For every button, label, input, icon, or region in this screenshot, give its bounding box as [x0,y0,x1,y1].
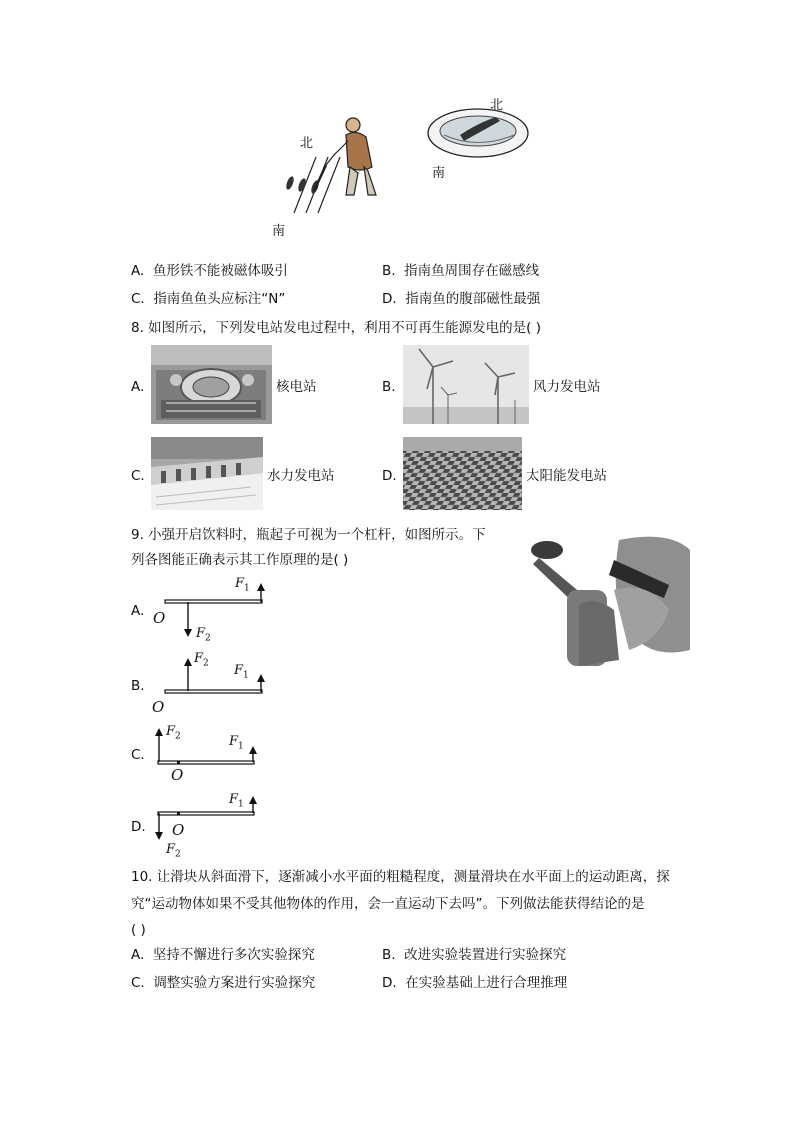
q9-option-d-letter[interactable]: D. [131,819,146,835]
q9-option-c-lever-diagram [150,722,280,792]
q10-option-a-letter: A. [131,947,145,963]
q9-option-d-lever-diagram [150,792,280,862]
q9-c-o-label: O [171,766,184,784]
fig-south-left-label: 南 [272,224,286,239]
q9-a-o-label: O [153,609,166,627]
q8-option-b-text: 风力发电站 [533,379,601,395]
q8-option-c-text: 水力发电站 [267,468,335,484]
q9-option-b-lever-diagram [150,650,280,720]
q9-b-f2-label: $F_2$ [194,651,209,669]
wind-turbines-photo [403,345,529,424]
q10-stem-line2: 究“运动物体如果不受其他物体的作用，会一直运动下去吗”。下列做法能获得结论的是 [131,896,645,912]
q9-option-a-letter[interactable]: A. [131,603,145,619]
q9-stem-line1: 9. 小强开启饮料时，瓶起子可视为一个杠杆，如图所示。下 [131,527,486,543]
q7-option-a[interactable] [131,261,288,281]
q9-d-f1-label: $F_1$ [229,792,244,810]
q10-stem-line1: 10. 让滑块从斜面滑下，逐渐减小水平面的粗糙程度，测量滑块在水平面上的运动距离，探 [131,869,670,885]
solar-mirrors-photo [403,437,522,510]
q8-option-c-letter[interactable]: C. [131,468,145,484]
q8-option-b-letter[interactable]: B. [382,379,396,395]
q9-c-f1-label: $F_1$ [229,734,244,752]
q10-option-b[interactable] [382,945,566,965]
q8-option-d-text: 太阳能发电站 [526,468,607,484]
fig-south-right-label: 南 [432,166,446,181]
q9-a-f2-label: $F_2$ [196,626,211,644]
nuclear-plant-photo [151,345,272,424]
q10-option-a[interactable] [131,945,315,965]
q10-option-d-letter: D. [382,975,397,991]
q10-option-b-text: 改进实验装置进行实验探究 [404,947,567,963]
q7-option-c-text: 指南鱼鱼头应标注“N” [153,291,286,307]
q10-option-d-text: 在实验基础上进行合理推理 [405,975,568,991]
q7-option-a-letter: A. [131,263,145,279]
q9-b-f1-label: $F_1$ [234,663,249,681]
hydro-dam-photo [151,437,263,510]
q10-option-c-text: 调整实验方案进行实验探究 [153,975,316,991]
q7-option-b-text: 指南鱼周围存在磁感线 [404,263,540,279]
q7-option-c[interactable] [131,289,285,309]
q10-option-b-letter: B. [382,947,396,963]
fig-north-right-label: 北 [490,98,504,113]
q7-option-d-text: 指南鱼的腹部磁性最强 [405,291,541,307]
q10-option-a-text: 坚持不懈进行多次实验探究 [152,947,315,963]
q8-option-a-text: 核电站 [276,379,317,395]
q9-d-o-label: O [172,821,185,839]
q7-option-c-letter: C. [131,291,145,307]
q9-stem-line2: 列各图能正确表示其工作原理的是( ) [131,552,349,568]
q7-option-d-letter: D. [382,291,397,307]
q7-option-a-text: 鱼形铁不能被磁体吸引 [152,263,288,279]
q8-option-a-letter[interactable]: A. [131,379,145,395]
q7-option-b[interactable] [382,261,539,281]
q9-option-c-letter[interactable]: C. [131,747,145,763]
q9-option-b-letter[interactable]: B. [131,678,145,694]
q9-d-f2-label: $F_2$ [166,842,181,860]
q9-option-a-lever-diagram [150,575,280,645]
compass-fish-figure [268,95,538,240]
q9-a-f1-label: $F_1$ [235,576,250,594]
q7-option-b-letter: B. [382,263,396,279]
q8-option-d-letter[interactable]: D. [382,468,397,484]
fig-north-left-label: 北 [300,136,314,151]
q10-option-d[interactable] [382,973,567,993]
q9-b-o-label: O [152,698,165,716]
q10-stem-line3: ( ) [131,922,146,938]
q10-option-c[interactable] [131,973,315,993]
q9-c-f2-label: $F_2$ [166,724,181,742]
bottle-opener-photo [519,530,690,666]
q10-option-c-letter: C. [131,975,145,991]
q8-stem: 8. 如图所示，下列发电站发电过程中，利用不可再生能源发电的是( ) [131,320,541,336]
q7-option-d[interactable] [382,289,540,309]
